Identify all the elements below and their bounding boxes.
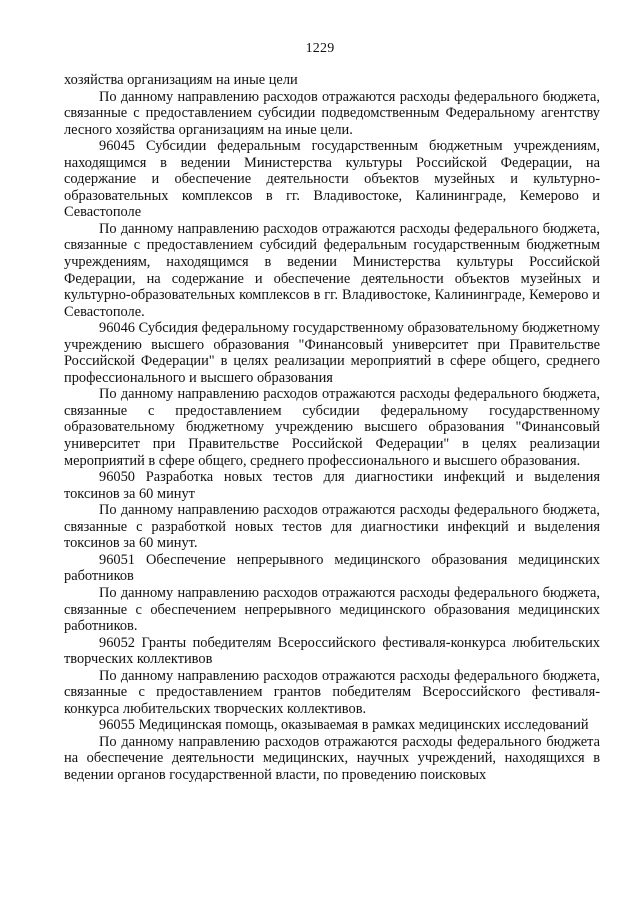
page-number: 1229 [305, 41, 335, 56]
paragraph-description: По данному направлению расходов отражаются расходы федерального бюджета, связанные с разработкой новых тестов для диагностики инфекций и выделения токсинов за 60 минут. [64, 502, 600, 552]
paragraph-continuation: хозяйства организациям на иные цели [64, 72, 298, 88]
paragraph-description: По данному направлению расходов отражаются расходы федерального бюджета на обеспечение деятельности медицинских, научных учреждений, находящихся в ведении органов государственной власти, по проведению поисковых [64, 733, 600, 783]
paragraph-description: По данному направлению расходов отражаются расходы федерального бюджета, связанные с предоставлением субсидии подведомственным Федеральному агентству лесного хозяйства организациям на иные цели. [64, 88, 600, 138]
paragraph-expense-code-96045: 96045 Субсидии федеральным государственным бюджетным учреждениям, находящимся в ведении Министерства культуры Российской Федерации, на содержание и обеспечение деятельности объектов музейных и культурно-образовательных комплексов в гг. Владивостоке, Калининграде, Кемерово и Севастополе [64, 138, 600, 221]
document-body [64, 72, 600, 784]
paragraph-expense-code-96052: 96052 Гранты победителям Всероссийского фестиваля-конкурса любительских творческих коллективов [64, 634, 600, 668]
paragraph-description: По данному направлению расходов отражаются расходы федерального бюджета, связанные с предоставлением субсидий федеральным государственным бюджетным учреждениям, находящимся в ведении Министерства культуры Российской Федерации, на содержание и обеспечение деятельности объектов музейных и культурно-образовательных комплексов в гг. Владивостоке, Калининграде, Кемерово и Севастополе. [64, 220, 600, 320]
paragraph-expense-code-96055: 96055 Медицинская помощь, оказываемая в рамках медицинских исследований [99, 717, 589, 734]
paragraph-expense-code-96046: 96046 Субсидия федеральному государственному образовательному бюджетному учреждению высшего образования "Финансовый университет при Правительстве Российской Федерации" в целях реализации мероприятий в сфере общего, среднего профессионального и высшего образования [64, 320, 600, 386]
paragraph-expense-code-96051: 96051 Обеспечение непрерывного медицинского образования медицинских работников [64, 551, 600, 585]
paragraph-expense-code-96050: 96050 Разработка новых тестов для диагностики инфекций и выделения токсинов за 60 минут [64, 469, 600, 502]
paragraph-description: По данному направлению расходов отражаются расходы федерального бюджета, связанные с предоставлением субсидии федеральному государственному образовательному бюджетному учреждению высшего образования "Финансовый университет при Правительстве Российской Федерации" в целях реализации мероприятий в сфере общего, среднего профессионального и высшего образования. [64, 386, 600, 469]
paragraph-description: По данному направлению расходов отражаются расходы федерального бюджета, связанные с обеспечением непрерывного медицинского образования медицинских работников. [64, 584, 600, 635]
paragraph-description: По данному направлению расходов отражаются расходы федерального бюджета, связанные с предоставлением грантов победителям Всероссийского фестиваля-конкурса любительских творческих коллективов. [64, 667, 600, 717]
